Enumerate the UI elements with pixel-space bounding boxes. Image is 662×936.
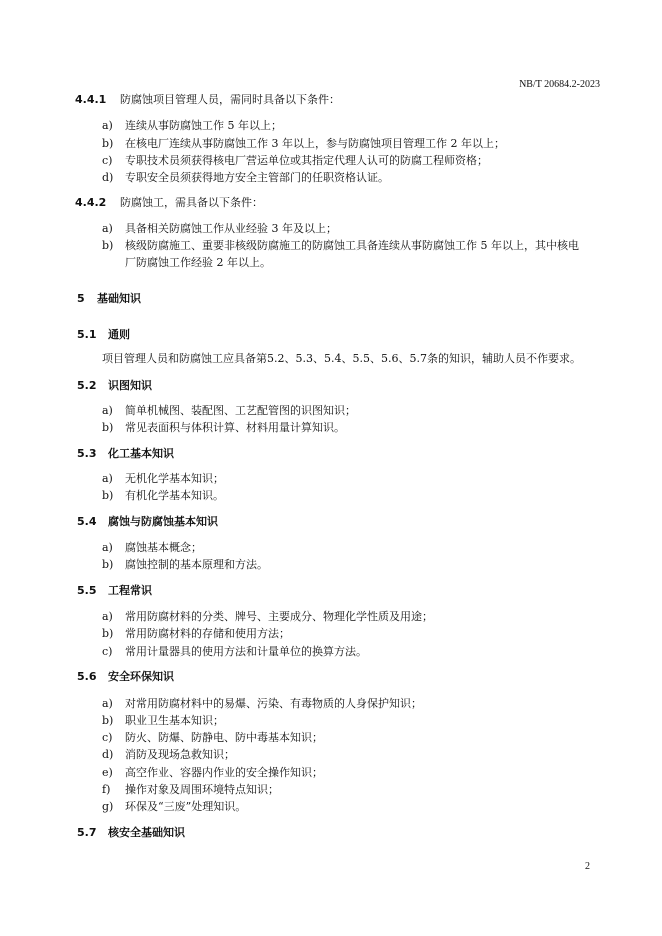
list-label: b) [102, 627, 114, 640]
list-text: 核级防腐施工、重要非核级防腐施工的防腐蚀工具备连续从事防腐蚀工作 5 年以上，其中核电 [125, 239, 579, 252]
list-label: a) [102, 404, 113, 417]
list-text: 腐蚀控制的基本原理和方法。 [125, 558, 268, 571]
chapter-title-5: 基础知识 [97, 292, 141, 305]
clause-title-5-5: 工程常识 [108, 584, 152, 597]
clause-number-5-3: 5.3 [77, 447, 97, 460]
list-label: f) [102, 783, 111, 796]
clause-title-4-4-2: 防腐蚀工，需具备以下条件： [120, 196, 263, 209]
clause-number-5-5: 5.5 [77, 584, 97, 597]
list-label: b) [102, 558, 114, 571]
list-text: 常见表面积与体积计算、材料用量计算知识。 [125, 421, 345, 434]
clause-number-4-4-2: 4.4.2 [75, 196, 107, 209]
clause-number-5-7: 5.7 [77, 826, 97, 839]
clause-number-5-6: 5.6 [77, 670, 97, 683]
list-text: 具备相关防腐蚀工作从业经验 3 年及以上； [125, 222, 337, 235]
list-label: b) [102, 137, 114, 150]
page-number: 2 [585, 861, 590, 872]
list-text: 专职技术员须获得核电厂营运单位或其指定代理人认可的防腐工程师资格； [125, 154, 488, 167]
clause-title-5-6: 安全环保知识 [108, 670, 174, 683]
list-text: 操作对象及周围环境特点知识； [125, 783, 279, 796]
list-label: a) [102, 119, 113, 132]
list-text: 无机化学基本知识； [125, 472, 224, 485]
list-text: 专职安全员须获得地方安全主管部门的任职资格认证。 [125, 171, 389, 184]
list-text: 对常用防腐材料中的易爆、污染、有毒物质的人身保护知识； [125, 697, 422, 710]
clause-title-5-4: 腐蚀与防腐蚀基本知识 [108, 515, 218, 528]
clause-title-5-7: 核安全基础知识 [108, 826, 185, 839]
chapter-number-5: 5 [77, 292, 85, 305]
list-text: 腐蚀基本概念； [125, 541, 202, 554]
list-text: 环保及“三废”处理知识。 [125, 800, 247, 813]
list-label: g) [102, 800, 114, 813]
standard-code-header: NB/T 20684.2-2023 [519, 79, 600, 90]
list-label: b) [102, 714, 114, 727]
list-label: a) [102, 610, 113, 623]
list-text: 防火、防爆、防静电、防中毒基本知识； [125, 731, 323, 744]
list-label: d) [102, 748, 114, 761]
list-text: 常用防腐材料的存储和使用方法； [125, 627, 290, 640]
clause-number-5-1: 5.1 [77, 328, 97, 341]
clause-title-5-2: 识图知识 [108, 379, 152, 392]
clause-title-5-1: 通则 [108, 328, 130, 341]
clause-body-5-1: 项目管理人员和防腐蚀工应具备第5.2、5.3、5.4、5.5、5.6、5.7条的知识，辅助人员不作要求。 [102, 352, 581, 365]
list-label: c) [102, 731, 113, 744]
list-label: b) [102, 421, 114, 434]
list-label: a) [102, 472, 113, 485]
list-text: 连续从事防腐蚀工作 5 年以上； [125, 119, 282, 132]
list-label: a) [102, 697, 113, 710]
list-text: 有机化学基本知识。 [125, 489, 224, 502]
list-text: 职业卫生基本知识； [125, 714, 224, 727]
clause-number-5-4: 5.4 [77, 515, 97, 528]
list-label: b) [102, 489, 114, 502]
list-text: 常用防腐材料的分类、牌号、主要成分、物理化学性质及用途； [125, 610, 433, 623]
list-label: d) [102, 171, 114, 184]
list-label: a) [102, 222, 113, 235]
list-label: a) [102, 541, 113, 554]
clause-title-4-4-1: 防腐蚀项目管理人员，需同时具备以下条件： [120, 93, 340, 106]
list-label: e) [102, 766, 113, 779]
list-text: 消防及现场急救知识； [125, 748, 235, 761]
list-text: 高空作业、容器内作业的安全操作知识； [125, 766, 323, 779]
clause-number-5-2: 5.2 [77, 379, 97, 392]
list-label: c) [102, 645, 113, 658]
list-label: c) [102, 154, 113, 167]
clause-number-4-4-1: 4.4.1 [75, 93, 107, 106]
list-label: b) [102, 239, 114, 252]
list-text: 常用计量器具的使用方法和计量单位的换算方法。 [125, 645, 367, 658]
clause-title-5-3: 化工基本知识 [108, 447, 174, 460]
list-text: 简单机械图、装配图、工艺配管图的识图知识； [125, 404, 356, 417]
list-text: 在核电厂连续从事防腐蚀工作 3 年以上，参与防腐蚀项目管理工作 2 年以上； [125, 137, 505, 150]
list-text-continuation: 厂防腐蚀工作经验 2 年以上。 [125, 256, 271, 269]
